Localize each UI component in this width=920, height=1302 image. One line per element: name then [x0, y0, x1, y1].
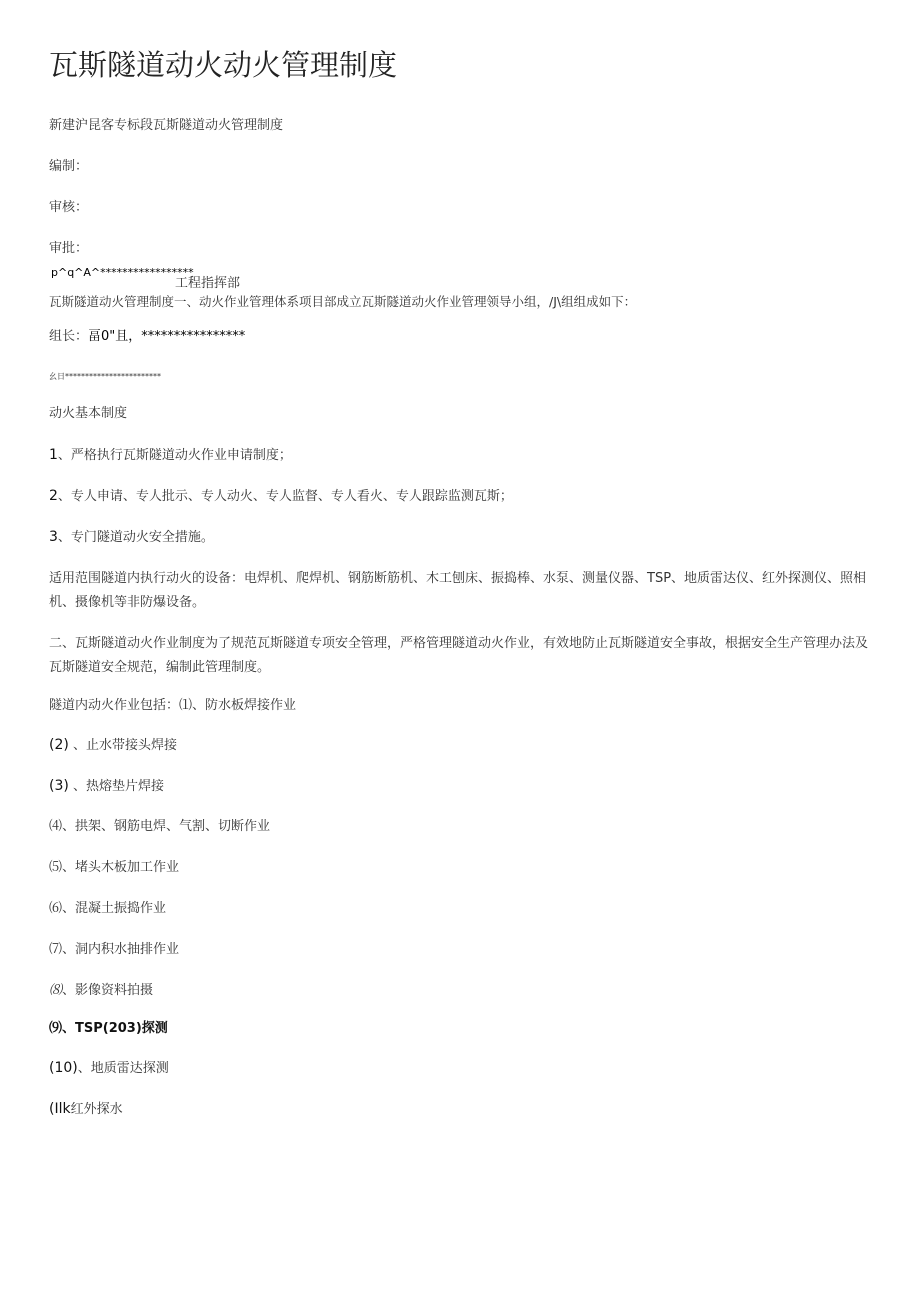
work-number: ⑻: [49, 983, 63, 998]
work-text: 、堵头木板加工作业: [62, 860, 180, 875]
rule-item: [49, 529, 214, 546]
work-number: (Ilk: [49, 1101, 71, 1117]
work-text: 、地质雷达探测: [77, 1061, 169, 1076]
work-item: [49, 1060, 169, 1077]
rule-text: 、严格执行瓦斯隧道动火作业申请制度；: [57, 448, 292, 463]
work-item: [49, 1101, 123, 1118]
garbled-code: p^q^A^*****************: [51, 266, 194, 279]
work-text: 、洞内积水抽排作业: [62, 942, 180, 957]
work-number: ⑷: [49, 819, 63, 834]
rule-item: [49, 488, 513, 505]
work-text: 、影像资料拍摄: [62, 983, 154, 998]
work-item: [49, 860, 179, 876]
work-number: ⑹: [49, 901, 63, 916]
work-text: 、拱架、钢筋电焊、气割、切断作业: [62, 819, 271, 834]
department-name: 工程指挥部: [175, 276, 241, 291]
approve-line: 审批：: [49, 241, 89, 256]
work-item: [49, 901, 166, 917]
work-number: ⑺: [49, 942, 63, 957]
rule-number: 1: [49, 447, 58, 463]
leader-line: [49, 329, 245, 345]
document-subtitle: 新建沪昆客专标段瓦斯隧道动火管理制度: [49, 118, 284, 133]
work-text: 红外探水: [70, 1102, 123, 1117]
work-number: (10): [49, 1060, 78, 1076]
rule-text: 、专人申请、专人批示、专人动火、专人监督、专人看火、专人跟踪监测瓦斯；: [57, 489, 513, 504]
work-number: (2): [49, 737, 69, 753]
member-line: 幺日************************: [49, 372, 161, 381]
leader-value: 畐0"且，****************: [88, 329, 246, 344]
work-number: ⑸: [49, 860, 63, 875]
work-item: [49, 737, 177, 754]
document-title: 瓦斯隧道动火动火管理制度: [49, 48, 398, 82]
work-item: [49, 778, 164, 795]
rule-number: 3: [49, 529, 58, 545]
intro-paragraph: 瓦斯隧道动火管理制度一、动火作业管理体系项目部成立瓦斯隧道动火作业管理领导小组，/J\组组成如下：: [49, 294, 637, 309]
work-text: 、TSP(203)探测: [62, 1021, 168, 1036]
work-item: [49, 983, 153, 999]
work-number: (3): [49, 778, 69, 794]
leader-label: 组长：: [49, 329, 89, 344]
work-text: 、止水带接头焊接: [72, 738, 177, 753]
work-number: ⑼: [49, 1021, 63, 1036]
compile-line: 编制：: [49, 159, 89, 174]
review-line: 审核：: [49, 200, 89, 215]
scope-paragraph: 适用范围隧道内执行动火的设备：电焊机、爬焊机、钢筋断筋机、木工刨床、振捣棒、水泵、测量仪器、TSP、地质雷达仪、红外探测仪、照相机、摄像机等非防爆设备。: [49, 571, 867, 610]
section-two-paragraph: 二、瓦斯隧道动火作业制度为了规范瓦斯隧道专项安全管理，严格管理隧道动火作业，有效地防止瓦斯隧道安全事故，根据安全生产管理办法及瓦斯隧道安全规范，编制此管理制度。: [49, 636, 869, 675]
rule-number: 2: [49, 488, 58, 504]
work-intro: 隧道内动火作业包括：⑴、防水板焊接作业: [49, 698, 297, 713]
work-text: 、混凝土振捣作业: [62, 901, 167, 916]
basic-heading: 动火基本制度: [49, 406, 128, 421]
work-item: [49, 1021, 168, 1037]
rule-item: [49, 447, 292, 464]
work-text: 、热熔垫片焊接: [72, 779, 164, 794]
work-item: [49, 819, 270, 835]
rule-text: 、专门隧道动火安全措施。: [57, 530, 214, 545]
work-item: [49, 942, 179, 958]
